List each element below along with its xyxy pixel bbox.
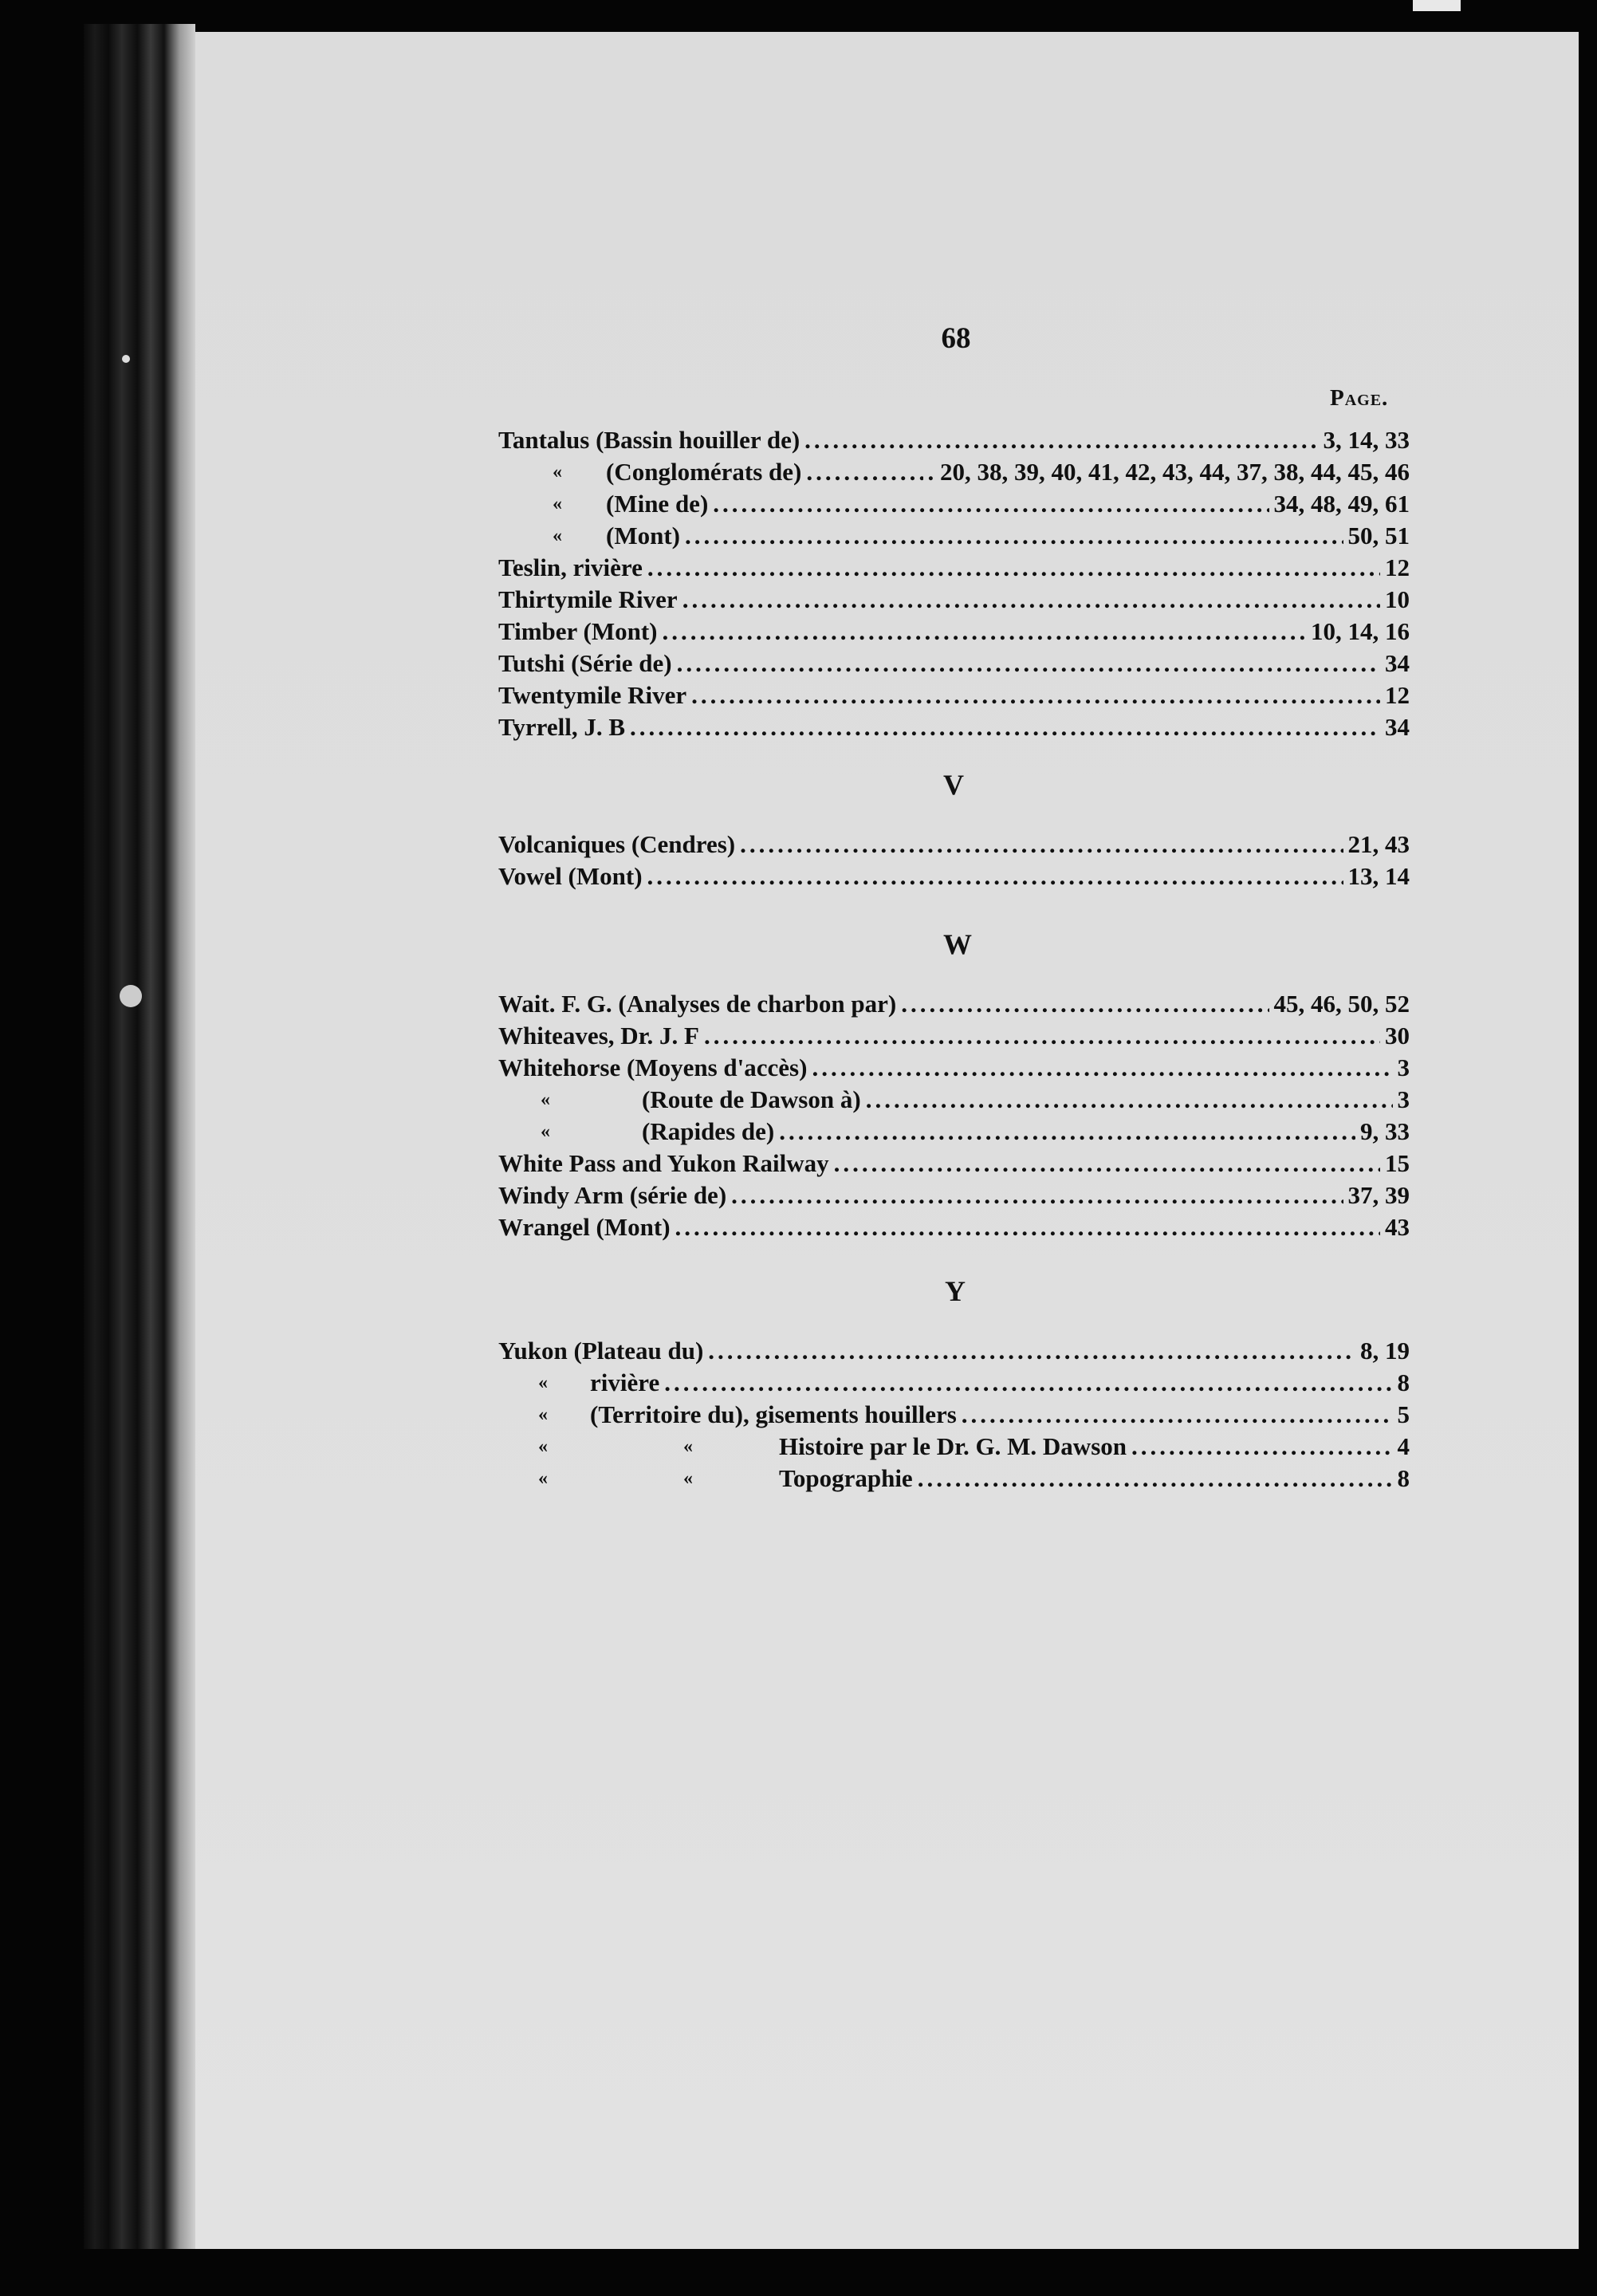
book-spine bbox=[84, 24, 195, 2249]
ditto-mark: « bbox=[538, 1468, 548, 1489]
entry-label: (Territoire du), gisements houillers bbox=[590, 1400, 957, 1428]
entry-pages: 4 bbox=[1397, 1432, 1410, 1460]
entry-label: Tantalus (Bassin houiller de) bbox=[498, 426, 800, 454]
entry-label: Whitehorse (Moyens d'accès) bbox=[498, 1053, 808, 1081]
scan-corner-mark bbox=[1413, 0, 1461, 11]
dot-leader bbox=[703, 1336, 1355, 1366]
dot-leader bbox=[774, 1116, 1355, 1147]
dot-leader bbox=[807, 1053, 1392, 1083]
index-entry bbox=[498, 861, 1410, 892]
ditto-mark: « bbox=[683, 1468, 693, 1489]
entry-pages: 8 bbox=[1397, 1464, 1410, 1492]
dot-leader bbox=[896, 989, 1269, 1019]
entry-pages: 13, 14 bbox=[1347, 862, 1410, 890]
entry-label: Wait. F. G. (Analyses de charbon par) bbox=[498, 990, 897, 1018]
entry-pages: 34, 48, 49, 61 bbox=[1273, 490, 1410, 518]
index-entry bbox=[498, 648, 1410, 679]
entry-label: Yukon (Plateau du) bbox=[498, 1337, 704, 1365]
dot-leader bbox=[801, 457, 922, 487]
entry-pages: 10 bbox=[1385, 585, 1410, 613]
ditto-mark: « bbox=[538, 1372, 548, 1393]
ditto-mark: « bbox=[541, 1121, 550, 1142]
entry-pages: 37, 39 bbox=[1347, 1181, 1410, 1209]
entry-label: Windy Arm (série de) bbox=[498, 1181, 727, 1209]
index-entry bbox=[498, 712, 1410, 742]
dot-leader bbox=[708, 489, 1269, 519]
dot-leader bbox=[643, 553, 1380, 583]
index-entry bbox=[498, 1400, 1410, 1430]
dot-leader bbox=[913, 1463, 1393, 1494]
index-entry bbox=[498, 1021, 1410, 1051]
section-letter-w: W bbox=[943, 928, 972, 960]
ditto-mark: « bbox=[683, 1436, 693, 1457]
entry-pages: 12 bbox=[1385, 553, 1410, 581]
ditto-mark: « bbox=[538, 1436, 548, 1457]
entry-pages: 21, 43 bbox=[1347, 830, 1410, 858]
entry-label: (Rapides de) bbox=[642, 1117, 775, 1145]
entry-pages: 8, 19 bbox=[1360, 1337, 1410, 1365]
entry-pages: 34 bbox=[1385, 649, 1410, 677]
entry-label: Tutshi (Série de) bbox=[498, 649, 672, 677]
dot-leader bbox=[680, 521, 1343, 551]
entry-pages: 30 bbox=[1385, 1022, 1410, 1050]
entry-label: Whiteaves, Dr. J. F bbox=[498, 1022, 699, 1050]
index-entry bbox=[498, 829, 1410, 860]
index-entry bbox=[498, 1212, 1410, 1243]
dot-leader bbox=[686, 680, 1380, 711]
index-entry bbox=[498, 1116, 1410, 1147]
ditto-mark: « bbox=[541, 1089, 550, 1110]
index-entry bbox=[498, 680, 1410, 711]
index-entry bbox=[498, 1432, 1410, 1462]
index-entry bbox=[498, 521, 1410, 551]
entry-pages: 43 bbox=[1385, 1213, 1410, 1241]
entry-label: (Conglomérats de) bbox=[606, 458, 802, 486]
entry-label: Twentymile River bbox=[498, 681, 687, 709]
index-entry bbox=[498, 1368, 1410, 1398]
ditto-mark: « bbox=[538, 1404, 548, 1425]
entry-pages: 15 bbox=[1385, 1149, 1410, 1177]
index-entry bbox=[498, 425, 1410, 455]
entry-label: White Pass and Yukon Railway bbox=[498, 1149, 829, 1177]
dot-leader bbox=[1127, 1432, 1393, 1462]
index-entry bbox=[498, 1148, 1410, 1179]
dot-leader bbox=[671, 1212, 1380, 1243]
dot-leader bbox=[726, 1180, 1343, 1211]
entry-label: (Route de Dawson à) bbox=[642, 1085, 861, 1113]
entry-pages: 50, 51 bbox=[1347, 522, 1410, 549]
entry-pages: 34 bbox=[1385, 713, 1410, 741]
index-entry bbox=[498, 489, 1410, 519]
index-entry bbox=[498, 553, 1410, 583]
index-entry bbox=[498, 1085, 1410, 1115]
section-letter-y: Y bbox=[945, 1275, 966, 1307]
entry-pages: 3, 14, 33 bbox=[1323, 426, 1410, 454]
entry-pages: 3 bbox=[1397, 1053, 1410, 1081]
entry-label: Thirtymile River bbox=[498, 585, 678, 613]
dot-leader bbox=[672, 648, 1380, 679]
entry-label: Histoire par le Dr. G. M. Dawson bbox=[779, 1432, 1127, 1460]
index-entry bbox=[498, 1053, 1410, 1083]
scan-speck bbox=[122, 355, 130, 363]
ditto-mark: « bbox=[553, 494, 562, 514]
entry-label: Vowel (Mont) bbox=[498, 862, 643, 890]
entry-pages: 5 bbox=[1397, 1400, 1410, 1428]
entry-label: Topographie bbox=[779, 1464, 913, 1492]
dot-leader bbox=[861, 1085, 1393, 1115]
ditto-mark: « bbox=[553, 526, 562, 546]
index-entry bbox=[498, 457, 1410, 487]
index-entry bbox=[498, 616, 1410, 647]
entry-label: rivière bbox=[590, 1369, 660, 1396]
entry-label: Teslin, rivière bbox=[498, 553, 643, 581]
section-letter-v: V bbox=[943, 769, 964, 801]
dot-leader bbox=[643, 861, 1343, 892]
ditto-mark: « bbox=[553, 462, 562, 482]
dot-leader bbox=[735, 829, 1343, 860]
index-entry bbox=[498, 1180, 1410, 1211]
entry-label: Volcaniques (Cendres) bbox=[498, 830, 736, 858]
entry-label: Wrangel (Mont) bbox=[498, 1213, 671, 1241]
dot-leader bbox=[657, 616, 1306, 647]
dot-leader bbox=[800, 425, 1318, 455]
entry-label: Tyrrell, J. B bbox=[498, 713, 625, 741]
scan-speck bbox=[120, 985, 142, 1007]
index-entry bbox=[498, 1463, 1410, 1494]
page-number: 68 bbox=[941, 322, 971, 355]
entry-pages: 10, 14, 16 bbox=[1311, 617, 1410, 645]
entry-pages: 8 bbox=[1397, 1369, 1410, 1396]
entry-pages: . 20, 38, 39, 40, 41, 42, 43, 44, 37, 38, 44, 45, 46 bbox=[927, 458, 1410, 486]
dot-leader bbox=[699, 1021, 1380, 1051]
index-entry bbox=[498, 585, 1410, 615]
entry-pages: 12 bbox=[1385, 681, 1410, 709]
entry-pages: 3 bbox=[1397, 1085, 1410, 1113]
dot-leader bbox=[678, 585, 1380, 615]
entry-label: (Mont) bbox=[606, 522, 680, 549]
dot-leader bbox=[829, 1148, 1380, 1179]
entry-pages: 45, 46, 50, 52 bbox=[1273, 990, 1410, 1018]
page-column-label: Page. bbox=[1330, 385, 1389, 411]
entry-pages: 9, 33 bbox=[1360, 1117, 1410, 1145]
index-entry bbox=[498, 1336, 1410, 1366]
entry-label: (Mine de) bbox=[606, 490, 709, 518]
entry-label: Timber (Mont) bbox=[498, 617, 658, 645]
dot-leader bbox=[659, 1368, 1392, 1398]
index-entry bbox=[498, 989, 1410, 1019]
dot-leader bbox=[957, 1400, 1393, 1430]
dot-leader bbox=[625, 712, 1380, 742]
